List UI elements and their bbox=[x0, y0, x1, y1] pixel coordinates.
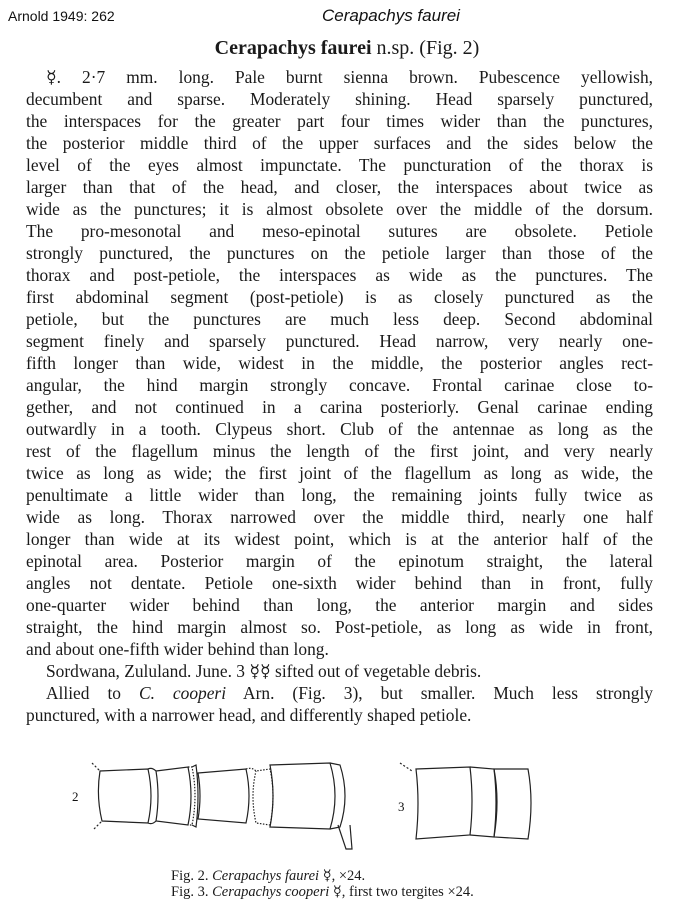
description-line: longer than wide at its widest point, which is at the anterior half of the bbox=[26, 529, 653, 549]
caption-suffix: ☿, ×24. bbox=[319, 868, 366, 884]
description-line: fifth longer than wide, widest in the middle, the posterior angles rect- bbox=[26, 353, 653, 373]
petiole-segment bbox=[156, 767, 191, 825]
figure-caption-3 bbox=[171, 884, 474, 901]
figure-illustrations bbox=[60, 755, 560, 865]
description-line: straight, the hind margin almost so. Post-petiole, as long as wide in front, bbox=[26, 617, 653, 637]
description-line: wide as the punctures; it is almost obsolete over the middle of the dorsum. bbox=[26, 199, 653, 219]
description-line: rest of the flagellum minus the length of the first joint, and very nearly bbox=[26, 441, 653, 461]
allied-prefix: Allied to bbox=[46, 683, 139, 703]
gaster-segment bbox=[270, 763, 335, 829]
description-line: the posterior middle third of the upper surfaces and the sides below the bbox=[26, 133, 653, 153]
citation-header: Arnold 1949: 262 bbox=[8, 8, 115, 24]
description-line: gether, and not continued in a carina posteriorly. Genal carinae ending bbox=[26, 397, 653, 417]
species-title-name: Cerapachys faurei bbox=[214, 37, 372, 59]
description-line: petiole, but the punctures are much less deep. Second abdominal bbox=[26, 309, 653, 329]
description-line: ☿. 2·7 mm. long. Pale burnt sienna brown. Pubescence yellowish, bbox=[46, 67, 653, 87]
thorax-segment bbox=[98, 769, 151, 823]
description-line: The pro-mesonotal and meso-epinotal sutures are obsolete. Petiole bbox=[26, 221, 653, 241]
description-line: angles not dentate. Petiole one-sixth wider behind than in front, fully bbox=[26, 573, 653, 593]
description-text bbox=[26, 66, 653, 726]
species-header: Cerapachys faurei bbox=[322, 6, 460, 25]
description-line: twice as long as wide; the first joint of the flagellum as long as wide, the bbox=[26, 463, 653, 483]
figure-caption-2 bbox=[171, 868, 365, 885]
description-line: larger than that of the head, and closer, the interspaces about twice as bbox=[26, 177, 653, 197]
sting bbox=[338, 825, 352, 849]
description-line: decumbent and sparse. Moderately shining. Head sparsely punctured, bbox=[26, 89, 653, 109]
description-line: level of the eyes almost impunctate. The puncturation of the thorax is bbox=[26, 155, 653, 175]
caption-species: Cerapachys cooperi bbox=[212, 884, 330, 900]
locality-prefix: Sordwana, Zululand. June. 3 bbox=[46, 661, 250, 681]
description-line: strongly punctured, the punctures on the petiole larger than those of the bbox=[26, 243, 653, 263]
fig-2-drawing bbox=[92, 763, 352, 849]
caption-suffix: ☿, first two tergites ×24. bbox=[329, 884, 474, 900]
description-line: the interspaces for the greater part four times wider than the punctures, bbox=[26, 111, 653, 131]
description-line: first abdominal segment (post-petiole) is as closely punctured as the bbox=[26, 287, 653, 307]
post-petiole-segment bbox=[198, 769, 249, 823]
species-title-suffix: n.sp. (Fig. 2) bbox=[371, 37, 480, 59]
description-line: one-quarter wider behind than long, the anterior margin and sides bbox=[26, 595, 653, 615]
allied-line bbox=[26, 682, 653, 704]
description-line: outwardly in a tooth. Clypeus short. Club of the antennae as long as the bbox=[26, 419, 653, 439]
fig-3-drawing bbox=[400, 763, 531, 839]
tergite-one bbox=[416, 767, 472, 839]
description-line: angular, the hind margin strongly concave. Frontal carinae close to- bbox=[26, 375, 653, 395]
fig-2-label: 2 bbox=[72, 789, 79, 804]
description-line: and about one-fifth wider behind than long. bbox=[26, 639, 329, 659]
locality-suffix: sifted out of vegetable debris. bbox=[270, 661, 482, 681]
description-line: wide as long. Thorax narrowed over the middle third, nearly one half bbox=[26, 507, 653, 527]
fig-3-label: 3 bbox=[398, 799, 405, 814]
tergite-two bbox=[494, 769, 531, 839]
locality-line bbox=[26, 660, 653, 682]
caption-species: Cerapachys faurei bbox=[212, 868, 320, 884]
allied-line-2: punctured, with a narrower head, and differently shaped petiole. bbox=[26, 705, 472, 725]
species-title bbox=[0, 37, 694, 60]
allied-suffix: Arn. (Fig. 3), but smaller. Much less strongly bbox=[226, 683, 653, 703]
description-line: segment finely and sparsely punctured. Head narrow, very nearly one- bbox=[26, 331, 653, 351]
description-line: epinotal area. Posterior margin of the epinotum straight, the lateral bbox=[26, 551, 653, 571]
caption-prefix: Fig. 2. bbox=[171, 868, 213, 884]
description-line: thorax and post-petiole, the interspaces as wide as the punctures. The bbox=[26, 265, 653, 285]
worker-symbols: ☿☿ bbox=[249, 661, 271, 681]
caption-prefix: Fig. 3. bbox=[171, 884, 213, 900]
description-line: penultimate a little wider than long, the remaining joints fully twice as bbox=[26, 485, 653, 505]
allied-species: C. cooperi bbox=[138, 683, 227, 703]
